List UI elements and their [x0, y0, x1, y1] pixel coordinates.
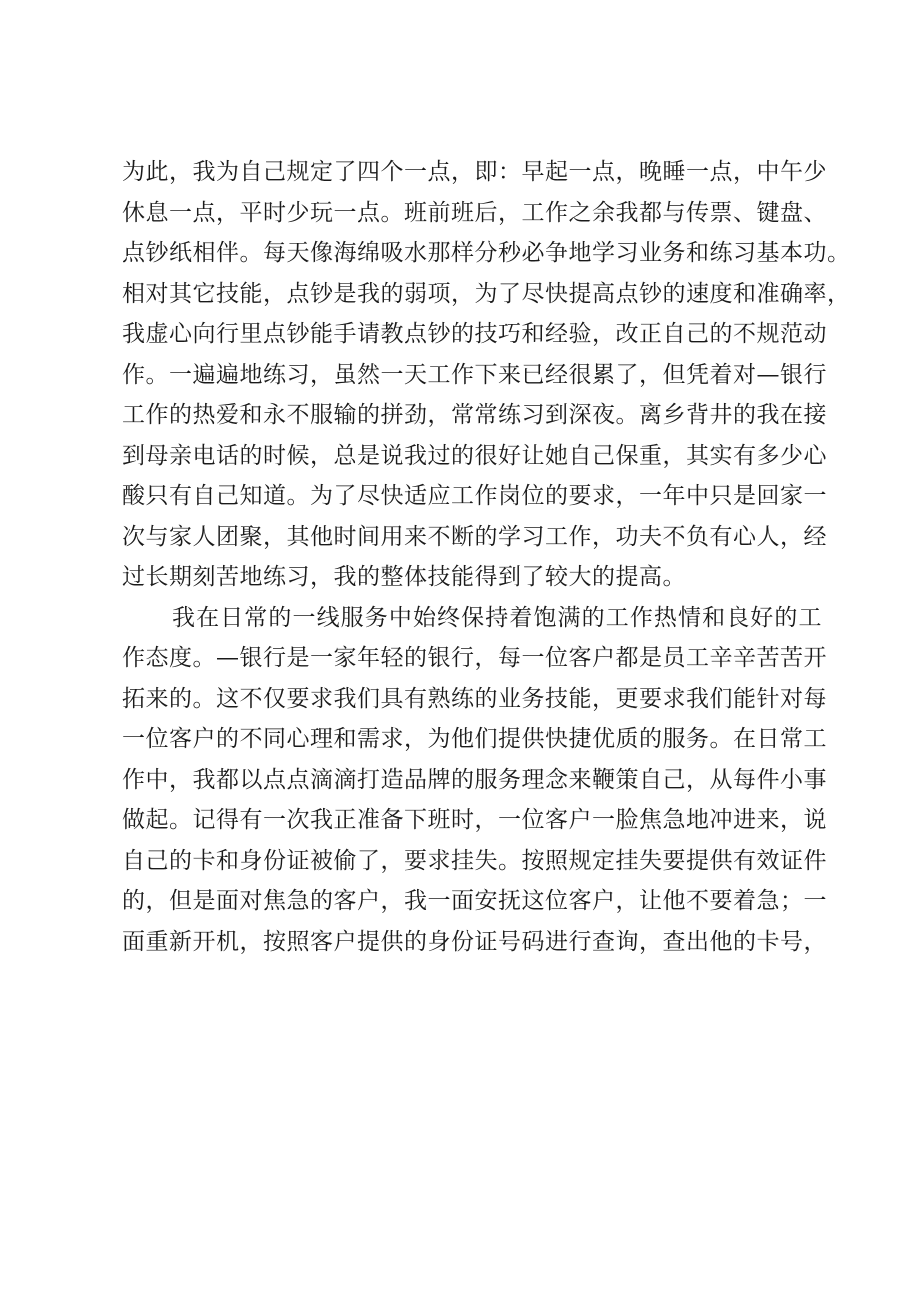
- text-line: 做起。记得有一次我正准备下班时，一位客户一脸焦急地冲进来，说: [122, 807, 827, 833]
- text-line: 一位客户的不同心理和需求，为他们提供快捷优质的服务。在日常工: [122, 726, 827, 752]
- text-line: 作。一遍遍地练习，虽然一天工作下来已经很累了，但凭着对—银行: [122, 361, 827, 388]
- text-line: 到母亲电话的时候，总是说我过的很好让她自己保重，其实有多少心: [122, 442, 827, 469]
- text-line: 作中，我都以点点滴滴打造品牌的服务理念来鞭策自己，从每件小事: [122, 766, 827, 793]
- paragraph-1: [122, 152, 851, 598]
- text-line: 面重新开机，按照客户提供的身份证号码进行查询，查出他的卡号，: [122, 928, 827, 955]
- text-line: 休息一点，平时少玩一点。班前班后，工作之余我都与传票、键盘、: [122, 199, 827, 226]
- text-line: 次与家人团聚，其他时间用来不断的学习工作，功夫不负有心人，经: [122, 523, 827, 550]
- text-line: 作态度。—银行是一家年轻的银行，每一位客户都是员工辛辛苦苦开: [122, 645, 827, 671]
- body-text: [122, 152, 851, 962]
- text-line: 自己的卡和身份证被偷了，要求挂失。按照规定挂失要提供有效证件: [122, 847, 827, 874]
- text-line: 我在日常的一线服务中始终保持着饱满的工作热情和良好的工: [172, 604, 822, 631]
- paragraph-2: [122, 598, 827, 963]
- text-line: 点钞纸相伴。每天像海绵吸水那样分秒必争地学习业务和练习基本功。: [122, 240, 851, 266]
- text-line: 酸只有自己知道。为了尽快适应工作岗位的要求，一年中只是回家一: [122, 483, 827, 509]
- text-line: 的，但是面对焦急的客户，我一面安抚这位客户，让他不要着急；一: [122, 888, 827, 914]
- text-line: 相对其它技能，点钞是我的弱项，为了尽快提高点钞的速度和准确率，: [122, 280, 851, 307]
- text-line: 为此，我为自己规定了四个一点，即：早起一点，晚睡一点，中午少: [122, 159, 827, 185]
- text-line: 我虚心向行里点钞能手请教点钞的技巧和经验，改正自己的不规范动: [122, 321, 827, 347]
- text-line: 拓来的。这不仅要求我们具有熟练的业务技能，更要求我们能针对每: [122, 685, 827, 712]
- text-line: 工作的热爱和永不服输的拼劲，常常练习到深夜。离乡背井的我在接: [122, 402, 827, 428]
- text-line: 过长期刻苦地练习，我的整体技能得到了较大的提高。: [122, 564, 686, 590]
